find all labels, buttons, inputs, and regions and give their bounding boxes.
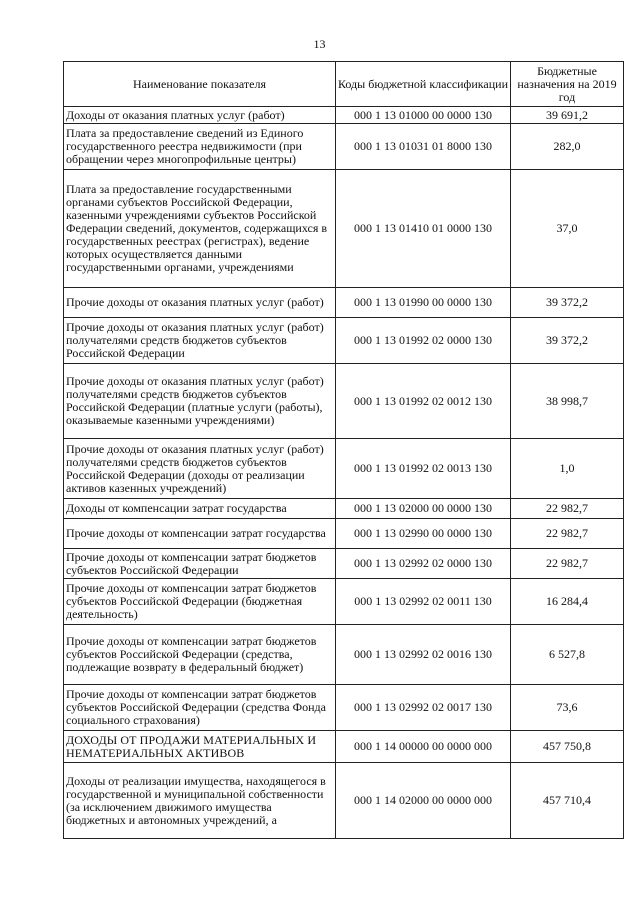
row-name: Прочие доходы от оказания платных услуг (работ) получателями средств бюджетов субъектов Российской Федерации (доходы от реализации активов казенных учреждений) [64, 439, 336, 499]
row-amount: 38 998,7 [511, 364, 624, 439]
row-code: 000 1 13 02992 02 0016 130 [336, 625, 511, 685]
header-name: Наименование показателя [64, 62, 336, 107]
table-row [64, 625, 624, 685]
row-amount: 457 710,4 [511, 763, 624, 839]
table-row [64, 364, 624, 439]
row-amount: 37,0 [511, 170, 624, 288]
page-number: 13 [313, 37, 326, 51]
row-code: 000 1 13 01990 00 0000 130 [336, 288, 511, 318]
row-name: Доходы от реализации имущества, находящегося в государственной и муниципальной собственности (за исключением движимого имущества бюджетных и автономных учреждений, а [64, 763, 336, 839]
table-row [64, 763, 624, 839]
row-name: Доходы от оказания платных услуг (работ) [64, 107, 336, 124]
table-row [64, 107, 624, 124]
table-row [64, 519, 624, 549]
row-amount: 16 284,4 [511, 579, 624, 625]
budget-table [63, 61, 624, 839]
row-name: Прочие доходы от оказания платных услуг (работ) [64, 288, 336, 318]
row-amount: 39 372,2 [511, 318, 624, 364]
table-row [64, 731, 624, 763]
table-row [64, 318, 624, 364]
table-row [64, 124, 624, 170]
row-amount: 22 982,7 [511, 499, 624, 519]
row-amount: 457 750,8 [511, 731, 624, 763]
row-code: 000 1 14 02000 00 0000 000 [336, 763, 511, 839]
row-name: Прочие доходы от оказания платных услуг (работ) получателями средств бюджетов субъектов Российской Федерации (платные услуги (работы), оказываемые казенными учреждениями) [64, 364, 336, 439]
row-name: Прочие доходы от компенсации затрат бюджетов субъектов Российской Федерации (средства, подлежащие возврату в федеральный бюджет) [64, 625, 336, 685]
row-amount: 73,6 [511, 685, 624, 731]
row-name: Плата за предоставление государственными органами субъектов Российской Федерации, казенными учреждениями субъектов Российской Федерации сведений, документов, содержащихся в государственных реестрах (регистрах), ведение которых осуществляется данными государственными органами, учреждениями [64, 170, 336, 288]
header-code: Коды бюджетной классификации [336, 62, 511, 107]
table-row [64, 499, 624, 519]
row-amount: 22 982,7 [511, 519, 624, 549]
table-header-row [64, 62, 624, 107]
table-row [64, 579, 624, 625]
row-code: 000 1 13 02992 02 0011 130 [336, 579, 511, 625]
row-code: 000 1 13 02000 00 0000 130 [336, 499, 511, 519]
row-amount: 22 982,7 [511, 549, 624, 579]
row-code: 000 1 13 01992 02 0000 130 [336, 318, 511, 364]
row-name: Прочие доходы от компенсации затрат бюджетов субъектов Российской Федерации [64, 549, 336, 579]
row-code: 000 1 13 02992 02 0017 130 [336, 685, 511, 731]
row-amount: 39 691,2 [511, 107, 624, 124]
row-code: 000 1 13 01410 01 0000 130 [336, 170, 511, 288]
table-row [64, 549, 624, 579]
table-row [64, 288, 624, 318]
row-amount: 39 372,2 [511, 288, 624, 318]
table-row [64, 685, 624, 731]
header-amount: Бюджетные назначения на 2019 год [511, 62, 624, 107]
row-name: ДОХОДЫ ОТ ПРОДАЖИ МАТЕРИАЛЬНЫХ И НЕМАТЕРИАЛЬНЫХ АКТИВОВ [64, 731, 336, 763]
row-code: 000 1 13 01992 02 0012 130 [336, 364, 511, 439]
row-name: Прочие доходы от компенсации затрат государства [64, 519, 336, 549]
table-row [64, 170, 624, 288]
row-code: 000 1 13 01000 00 0000 130 [336, 107, 511, 124]
row-amount: 282,0 [511, 124, 624, 170]
row-code: 000 1 13 01031 01 8000 130 [336, 124, 511, 170]
row-code: 000 1 14 00000 00 0000 000 [336, 731, 511, 763]
row-name: Прочие доходы от компенсации затрат бюджетов субъектов Российской Федерации (бюджетная деятельность) [64, 579, 336, 625]
row-amount: 6 527,8 [511, 625, 624, 685]
row-name: Прочие доходы от компенсации затрат бюджетов субъектов Российской Федерации (средства Фонда социального страхования) [64, 685, 336, 731]
row-code: 000 1 13 01992 02 0013 130 [336, 439, 511, 499]
row-name: Плата за предоставление сведений из Единого государственного реестра недвижимости (при обращении через многопрофильные центры) [64, 124, 336, 170]
row-name: Доходы от компенсации затрат государства [64, 499, 336, 519]
row-name: Прочие доходы от оказания платных услуг (работ) получателями средств бюджетов субъектов Российской Федерации [64, 318, 336, 364]
row-code: 000 1 13 02990 00 0000 130 [336, 519, 511, 549]
table-row [64, 439, 624, 499]
row-amount: 1,0 [511, 439, 624, 499]
row-code: 000 1 13 02992 02 0000 130 [336, 549, 511, 579]
